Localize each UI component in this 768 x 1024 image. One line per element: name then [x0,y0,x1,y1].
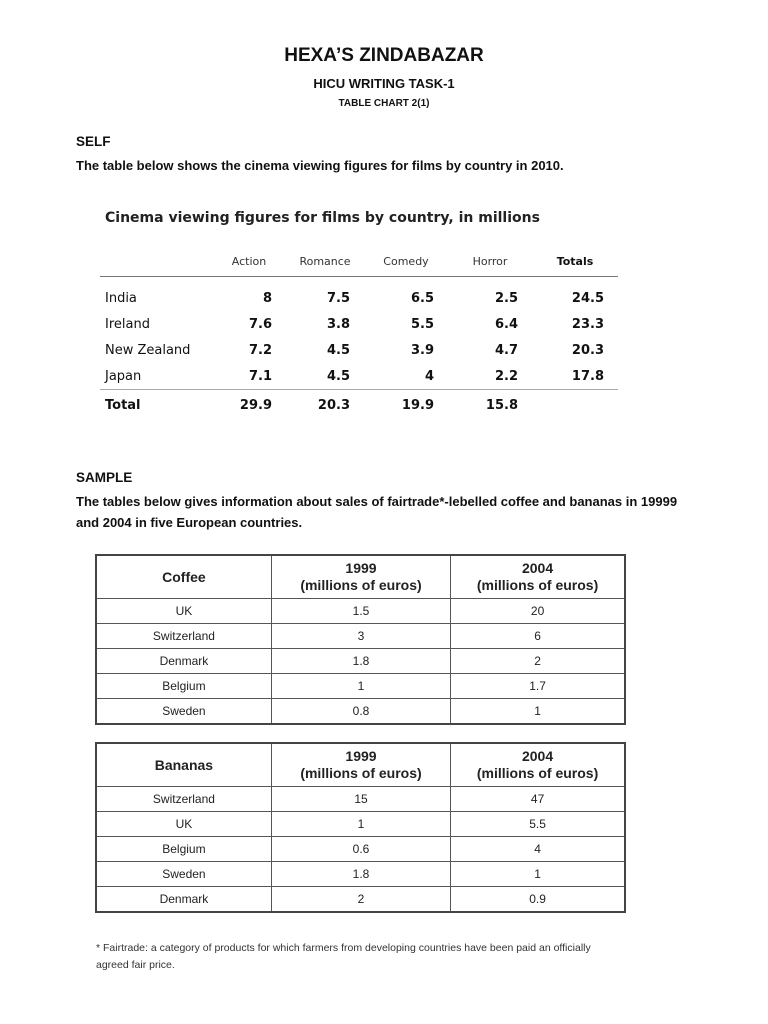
cinema-header-row [100,246,618,277]
cinema-table [100,246,618,420]
table-cell: 2.2 [494,368,518,384]
bananas-header-2004: 2004 (millions of euros) [451,743,625,787]
table-cell: 4.5 [326,368,350,384]
country-name: Belgium [96,837,271,862]
table-cell: 3.8 [326,316,350,332]
table-row [96,674,625,699]
table-cell: 2 [451,649,625,674]
bananas-sales-table [95,742,626,913]
table-cell: 2 [271,887,450,913]
cinema-header-cell [100,246,212,277]
table-cell: 0.6 [271,837,450,862]
table-cell: 15.8 [485,397,518,413]
country-name: New Zealand [105,342,191,358]
fairtrade-footnote: * Fairtrade: a category of products for which farmers from developing countries have been paid an officially agreed fair price. [96,942,591,971]
cinema-table-caption: Cinema viewing figures for films by country, in millions [105,210,540,226]
table-cell: 6.4 [494,316,518,332]
country-name: India [105,290,137,306]
sample-prompt: The tables below gives information about sales of fairtrade*-lebelled coffee and bananas in 19999 and 2004 in five European countries. [76,494,678,530]
bananas-header-1999: 1999 (millions of euros) [271,743,450,787]
table-cell: 4.7 [494,342,518,358]
table-cell: 7.5 [326,290,350,306]
table-cell: 4 [424,368,434,384]
table-cell: 0.9 [451,887,625,913]
country-name: Ireland [105,316,150,332]
cinema-header-cell: Action [231,254,267,268]
country-name: Switzerland [96,787,271,812]
table-cell: 1.8 [271,649,450,674]
country-name: Belgium [96,674,271,699]
table-row [96,837,625,862]
table-cell [532,390,618,421]
table-row [100,337,618,363]
table-row [96,787,625,812]
table-cell: 23.3 [571,316,604,332]
coffee-sales-table [95,554,626,725]
table-cell: 0.8 [271,699,450,725]
total-row [100,390,618,421]
table-cell: 20.3 [571,342,604,358]
table-cell: 7.6 [248,316,272,332]
cinema-header-cell: Horror [472,254,508,268]
table-cell: 8 [262,290,272,306]
sample-label: SAMPLE [76,470,133,485]
table-cell: 3 [271,624,450,649]
coffee-header-1999: 1999 (millions of euros) [271,555,450,599]
table-row [100,311,618,337]
table-cell: 5.5 [410,316,434,332]
document-title: HEXA’S ZINDABAZAR [284,45,484,66]
table-cell: 24.5 [571,290,604,306]
table-cell: 1 [271,674,450,699]
country-name: UK [96,599,271,624]
table-cell: 4 [451,837,625,862]
table-cell: 4.5 [326,342,350,358]
table-cell: 1.5 [271,599,450,624]
self-prompt: The table below shows the cinema viewing figures for films by country in 2010. [76,158,564,173]
table-row [96,862,625,887]
table-cell: 2.5 [494,290,518,306]
table-row [96,649,625,674]
table-cell: 1.7 [451,674,625,699]
cinema-header-cell: Totals [556,254,594,268]
table-cell: 19.9 [401,397,434,413]
self-label: SELF [76,134,111,149]
table-cell: 7.1 [248,368,272,384]
table-cell: 1.8 [271,862,450,887]
country-name: Denmark [96,887,271,913]
table-cell: 20 [451,599,625,624]
table-row [96,812,625,837]
table-row [96,699,625,725]
table-cell: 1 [451,699,625,725]
table-row [96,599,625,624]
coffee-header-row [96,555,625,599]
table-cell: 6.5 [410,290,434,306]
country-name: Sweden [96,699,271,725]
coffee-header-2004: 2004 (millions of euros) [451,555,625,599]
document-subtitle: HICU WRITING TASK-1 [313,76,455,91]
table-cell: 29.9 [239,397,272,413]
table-cell: 47 [451,787,625,812]
table-cell: 1 [451,862,625,887]
cinema-header-cell: Comedy [383,254,429,268]
coffee-header-product: Coffee [96,555,271,599]
table-row [100,363,618,390]
country-name: Denmark [96,649,271,674]
table-cell: 6 [451,624,625,649]
table-cell: 17.8 [571,368,604,384]
chart-number: TABLE CHART 2(1) [338,98,430,109]
bananas-header-row [96,743,625,787]
country-name: Sweden [96,862,271,887]
table-cell: 5.5 [451,812,625,837]
bananas-header-product: Bananas [96,743,271,787]
table-cell: 1 [271,812,450,837]
table-row [96,887,625,913]
table-row [96,624,625,649]
table-cell: 7.2 [248,342,272,358]
table-row [100,277,618,312]
cinema-header-cell: Romance [299,254,351,268]
country-name: Switzerland [96,624,271,649]
country-name: Japan [105,368,142,384]
table-cell: 20.3 [317,397,350,413]
table-cell: 15 [271,787,450,812]
total-label: Total [105,397,141,413]
country-name: UK [96,812,271,837]
table-cell: 3.9 [410,342,434,358]
